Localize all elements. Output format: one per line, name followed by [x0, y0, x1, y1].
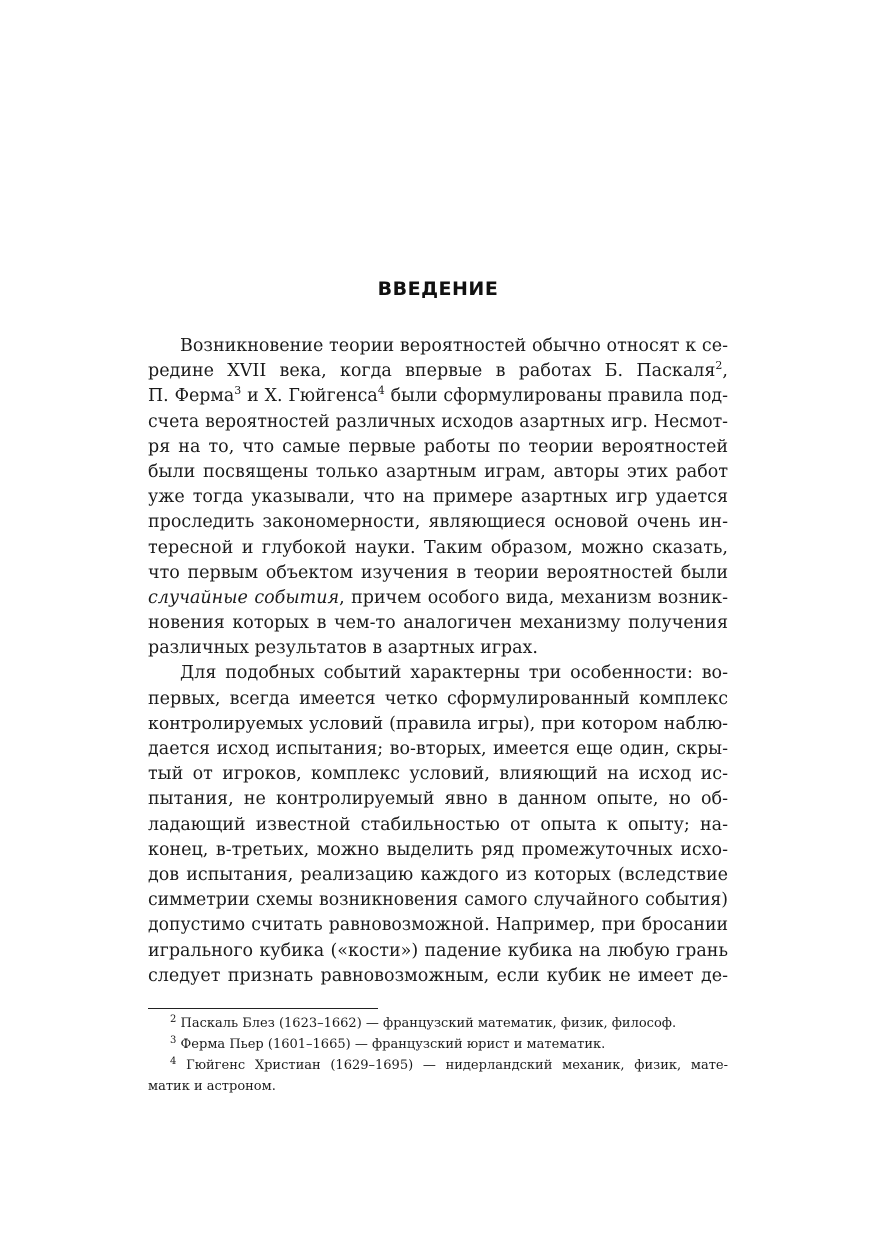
text-line: уже тогда указывали, что на примере азартных игр удается: [148, 487, 728, 508]
text-line: новения которых в чем-то аналогичен механизму получения: [148, 613, 728, 634]
text-line: ря на то, что самые первые работы по теории вероятностей: [148, 436, 728, 457]
text-line: счета вероятностей различных исходов азартных игр. Несмот-: [148, 411, 728, 432]
footnote-ref: 4: [377, 384, 385, 398]
text-line: игрального кубика («кости») падение кубика на любую грань: [148, 940, 728, 961]
text-line: допустимо считать равновозможной. Например, при бросании: [148, 915, 728, 936]
text-line: редине XVII века, когда впервые в работах Б. Паскаля$^2$,: [148, 359, 728, 382]
footnote: $^2$ Паскаль Блез (1623–1662) — французский математик, физик, философ.: [170, 1014, 677, 1031]
text-line: дов испытания, реализацию каждого из которых (вследствие: [148, 864, 728, 885]
footnote-continuation: матик и астроном.: [148, 1079, 276, 1094]
text-line: ладающий известной стабильностью от опыта к опыту; на-: [148, 814, 728, 835]
chapter-heading: ВВЕДЕНИЕ: [377, 278, 499, 300]
text-line: симметрии схемы возникновения самого случайного события): [148, 890, 728, 911]
text-line: первых, всегда имеется четко сформулированный комплекс: [148, 688, 728, 709]
italic-term: случайные события: [148, 587, 340, 608]
text-line: пытания, не контролируемый явно в данном опыте, но об-: [148, 789, 728, 810]
footnote-ref: 2: [715, 359, 723, 373]
text-line: дается исход испытания; во-вторых, имеется еще один, скры-: [148, 739, 728, 759]
text-line: что первым объектом изучения в теории вероятностей были: [148, 562, 728, 583]
footnote-ref: 3: [234, 384, 242, 398]
text-line: П. Ферма$^3$ и Х. Гюйгенса$^4$ были сформулированы правила под-: [148, 384, 729, 407]
text-line: тый от игроков, комплекс условий, влияющий на исход ис-: [148, 764, 728, 785]
text-line: различных результатов в азартных играх.: [148, 638, 538, 659]
text-line: контролируемых условий (правила игры), при котором наблю-: [148, 713, 728, 734]
footnote-separator: [148, 1008, 378, 1009]
text-line: следует признать равновозможным, если кубик не имеет де-: [148, 965, 728, 986]
text-line: Возникновение теории вероятностей обычно относят к се-: [180, 336, 728, 356]
text-line: конец, в-третьих, можно выделить ряд промежуточных исхо-: [148, 839, 728, 860]
main-text: [148, 334, 728, 989]
text-line: проследить закономерности, являющиеся основой очень ин-: [148, 512, 728, 533]
footnote: $^4$ Гюйгенс Христиан (1629–1695) — нидерландский механик, физик, мате-: [170, 1056, 728, 1073]
footnotes: [148, 1013, 728, 1097]
text-line: случайные события, причем особого вида, механизм возник-: [148, 587, 729, 608]
footnote: $^3$ Ферма Пьер (1601–1665) — французский юрист и математик.: [170, 1035, 606, 1052]
text-line: были посвящены только азартным играм, авторы этих работ: [148, 461, 728, 482]
text-line: тересной и глубокой науки. Таким образом, можно сказать,: [148, 537, 728, 558]
text-line: Для подобных событий характерны три особенности: во-: [180, 663, 728, 684]
